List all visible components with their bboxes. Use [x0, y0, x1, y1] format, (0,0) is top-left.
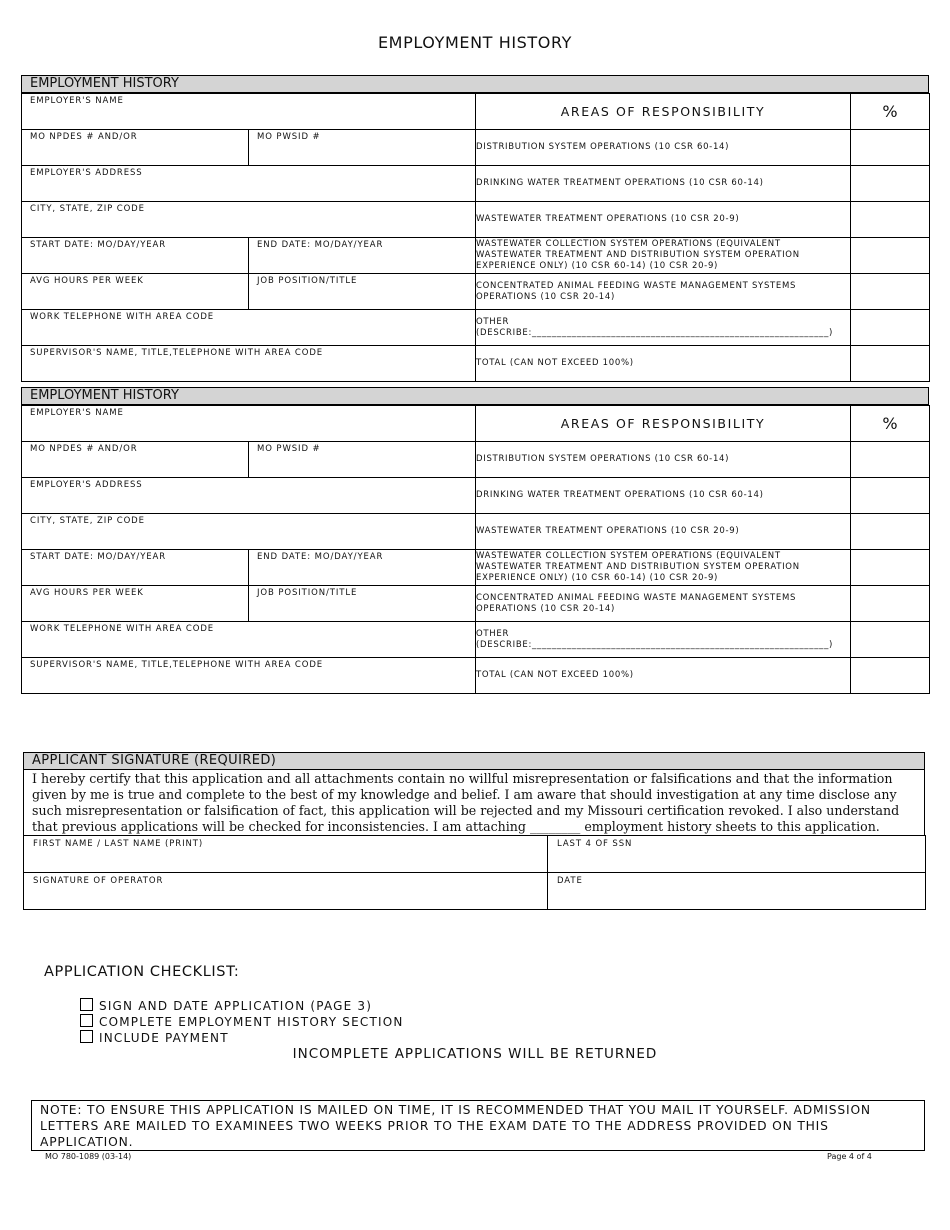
- percent-wastewater-treatment-field[interactable]: [851, 514, 930, 550]
- employment-history-block-1: [21, 75, 929, 382]
- area-distribution: DISTRIBUTION SYSTEM OPERATIONS (10 CSR 60-14): [476, 442, 851, 478]
- area-total: TOTAL (CAN NOT EXCEED 100%): [476, 658, 851, 694]
- end-date-field[interactable]: END DATE: MO/DAY/YEAR: [249, 550, 476, 586]
- area-drinking-water: DRINKING WATER TREATMENT OPERATIONS (10 CSR 60-14): [476, 166, 851, 202]
- employer-address-field[interactable]: EMPLOYER'S ADDRESS: [22, 166, 476, 202]
- work-telephone-field[interactable]: WORK TELEPHONE WITH AREA CODE: [22, 622, 476, 658]
- percent-distribution-field[interactable]: [851, 442, 930, 478]
- area-other: OTHER (DESCRIBE:____________________________________________________________): [476, 310, 851, 346]
- employment-history-block-2: [21, 387, 929, 694]
- area-wastewater-collection: WASTEWATER COLLECTION SYSTEM OPERATIONS (EQUIVALENT WASTEWATER TREATMENT AND DISTRIBUTION SYSTEM OPERATION EXPERIENCE ONLY) (10 CSR 60-14) (10 CSR 20-9): [476, 550, 851, 586]
- area-wastewater-treatment: WASTEWATER TREATMENT OPERATIONS (10 CSR 20-9): [476, 202, 851, 238]
- avg-hours-field[interactable]: AVG HOURS PER WEEK: [22, 586, 249, 622]
- end-date-field[interactable]: END DATE: MO/DAY/YEAR: [249, 238, 476, 274]
- certification-text: I hereby certify that this application and all attachments contain no willful misrepresentation or falsifications and that the information given by me is true and complete to the best of my knowledge and belief. I am aware that should investigation at any time disclose any such misrepresentation or falsification of fact, this application will be rejected and my Missouri certification revoked. I also understand that previous applications will be checked for inconsistencies. I am attaching ________ employment history sheets to this application.: [23, 770, 925, 835]
- employer-name-field[interactable]: EMPLOYER'S NAME: [22, 406, 476, 442]
- applicant-signature-section: [23, 752, 925, 910]
- employment-history-header: EMPLOYMENT HISTORY: [21, 75, 929, 93]
- percent-other-field[interactable]: [851, 622, 930, 658]
- percent-total-field[interactable]: [851, 346, 930, 382]
- percent-total-field[interactable]: [851, 658, 930, 694]
- percent-cafo-field[interactable]: [851, 586, 930, 622]
- incomplete-warning: INCOMPLETE APPLICATIONS WILL BE RETURNED: [292, 1046, 658, 1062]
- npdes-field[interactable]: MO NPDES # AND/OR: [22, 442, 249, 478]
- start-date-field[interactable]: START DATE: MO/DAY/YEAR: [22, 238, 249, 274]
- area-wastewater-treatment: WASTEWATER TREATMENT OPERATIONS (10 CSR 20-9): [476, 514, 851, 550]
- checkbox-sign-date[interactable]: [80, 998, 93, 1011]
- employer-name-field[interactable]: EMPLOYER'S NAME: [22, 94, 476, 130]
- areas-of-responsibility-header: AREAS OF RESPONSIBILITY: [476, 94, 851, 130]
- job-title-field[interactable]: JOB POSITION/TITLE: [249, 274, 476, 310]
- pwsid-field[interactable]: MO PWSID #: [249, 442, 476, 478]
- checklist: [80, 998, 404, 1046]
- employment-history-header: EMPLOYMENT HISTORY: [21, 387, 929, 405]
- area-other: OTHER (DESCRIBE:____________________________________________________________): [476, 622, 851, 658]
- area-drinking-water: DRINKING WATER TREATMENT OPERATIONS (10 CSR 60-14): [476, 478, 851, 514]
- checklist-item: INCLUDE PAYMENT: [80, 1030, 404, 1046]
- start-date-field[interactable]: START DATE: MO/DAY/YEAR: [22, 550, 249, 586]
- last-4-ssn-field[interactable]: LAST 4 OF SSN: [548, 836, 926, 873]
- page-title: EMPLOYMENT HISTORY: [377, 33, 573, 52]
- percent-other-field[interactable]: [851, 310, 930, 346]
- form-id: MO 780-1089 (03-14): [45, 1152, 132, 1161]
- operator-signature-field[interactable]: SIGNATURE OF OPERATOR: [24, 873, 548, 910]
- city-state-zip-field[interactable]: CITY, STATE, ZIP CODE: [22, 202, 476, 238]
- employer-address-field[interactable]: EMPLOYER'S ADDRESS: [22, 478, 476, 514]
- supervisor-field[interactable]: SUPERVISOR'S NAME, TITLE,TELEPHONE WITH AREA CODE: [22, 658, 476, 694]
- page-number: Page 4 of 4: [827, 1152, 872, 1161]
- checkbox-employment-history[interactable]: [80, 1014, 93, 1027]
- mailing-note: NOTE: TO ENSURE THIS APPLICATION IS MAILED ON TIME, IT IS RECOMMENDED THAT YOU MAIL IT YOURSELF. ADMISSION LETTERS ARE MAILED TO EXAMINEES TWO WEEKS PRIOR TO THE EXAM DATE TO THE ADDRESS PROVIDED ON THIS APPLICATION.: [31, 1100, 925, 1151]
- area-wastewater-collection: WASTEWATER COLLECTION SYSTEM OPERATIONS (EQUIVALENT WASTEWATER TREATMENT AND DISTRIBUTION SYSTEM OPERATION EXPERIENCE ONLY) (10 CSR 60-14) (10 CSR 20-9): [476, 238, 851, 274]
- pwsid-field[interactable]: MO PWSID #: [249, 130, 476, 166]
- job-title-field[interactable]: JOB POSITION/TITLE: [249, 586, 476, 622]
- percent-header: %: [851, 94, 930, 130]
- supervisor-field[interactable]: SUPERVISOR'S NAME, TITLE,TELEPHONE WITH AREA CODE: [22, 346, 476, 382]
- area-cafo: CONCENTRATED ANIMAL FEEDING WASTE MANAGEMENT SYSTEMS OPERATIONS (10 CSR 20-14): [476, 586, 851, 622]
- city-state-zip-field[interactable]: CITY, STATE, ZIP CODE: [22, 514, 476, 550]
- percent-drinking-water-field[interactable]: [851, 166, 930, 202]
- checklist-item: SIGN AND DATE APPLICATION (PAGE 3): [80, 998, 404, 1014]
- first-last-name-field[interactable]: FIRST NAME / LAST NAME (PRINT): [24, 836, 548, 873]
- applicant-signature-header: APPLICANT SIGNATURE (REQUIRED): [23, 752, 925, 770]
- area-total: TOTAL (CAN NOT EXCEED 100%): [476, 346, 851, 382]
- areas-of-responsibility-header: AREAS OF RESPONSIBILITY: [476, 406, 851, 442]
- npdes-field[interactable]: MO NPDES # AND/OR: [22, 130, 249, 166]
- percent-distribution-field[interactable]: [851, 130, 930, 166]
- percent-cafo-field[interactable]: [851, 274, 930, 310]
- percent-wastewater-collection-field[interactable]: [851, 550, 930, 586]
- date-field[interactable]: DATE: [548, 873, 926, 910]
- percent-wastewater-treatment-field[interactable]: [851, 202, 930, 238]
- area-distribution: DISTRIBUTION SYSTEM OPERATIONS (10 CSR 60-14): [476, 130, 851, 166]
- percent-header: %: [851, 406, 930, 442]
- area-cafo: CONCENTRATED ANIMAL FEEDING WASTE MANAGEMENT SYSTEMS OPERATIONS (10 CSR 20-14): [476, 274, 851, 310]
- percent-drinking-water-field[interactable]: [851, 478, 930, 514]
- checklist-title: APPLICATION CHECKLIST:: [44, 964, 240, 980]
- avg-hours-field[interactable]: AVG HOURS PER WEEK: [22, 274, 249, 310]
- percent-wastewater-collection-field[interactable]: [851, 238, 930, 274]
- checklist-item: COMPLETE EMPLOYMENT HISTORY SECTION: [80, 1014, 404, 1030]
- checkbox-payment[interactable]: [80, 1030, 93, 1043]
- work-telephone-field[interactable]: WORK TELEPHONE WITH AREA CODE: [22, 310, 476, 346]
